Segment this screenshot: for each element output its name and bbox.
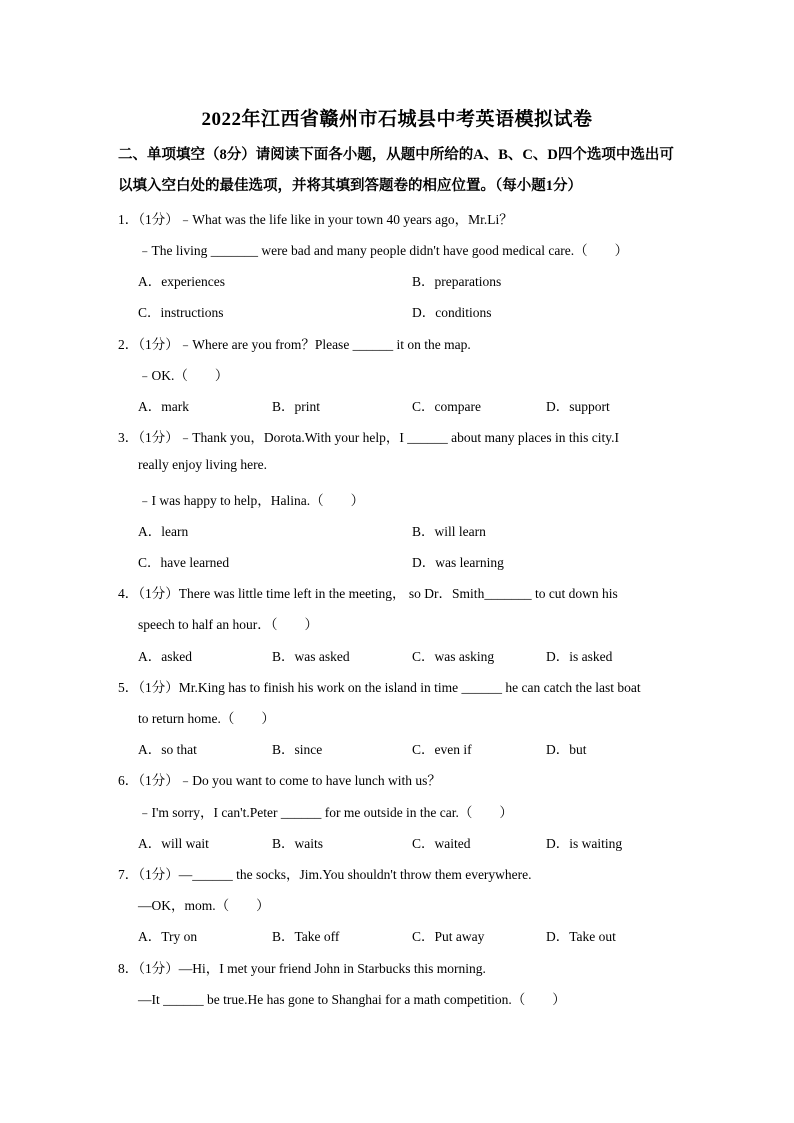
question-1-option-d[interactable]: D．conditions — [412, 305, 492, 320]
question-5-option-a[interactable]: A．so that — [138, 742, 197, 757]
question-8-stem-cont: —It ______ be true.He has gone to Shanghai for a math competition.（ ） — [138, 992, 566, 1007]
question-5-option-b[interactable]: B．since — [272, 742, 323, 757]
question-3-option-b[interactable]: B．will learn — [412, 524, 486, 539]
question-2-stem: 2．（1分）﹣Where are you from？Please ______ it on the map. — [118, 337, 471, 352]
section-heading — [118, 140, 678, 202]
question-3-stem-reply: ﹣I was happy to help，Halina.（ ） — [138, 493, 365, 508]
question-4-option-c[interactable]: C．was asking — [412, 649, 495, 664]
question-3-stem: 3．（1分）﹣Thank you，Dorota.With your help，I ______ about many places in this city.I — [118, 430, 619, 445]
question-6-stem-cont: ﹣I'm sorry，I can't.Peter ______ for me outside in the car.（ ） — [138, 805, 513, 820]
question-7-stem-cont: —OK，mom.（ ） — [138, 898, 270, 913]
question-6-option-d[interactable]: D．is waiting — [546, 836, 623, 851]
question-1-stem: 1．（1分）﹣What was the life like in your town 40 years ago，Mr.Li？ — [118, 212, 513, 227]
question-7-option-c[interactable]: C．Put away — [412, 929, 485, 944]
question-4-option-a[interactable]: A．asked — [138, 649, 192, 664]
question-1-option-b[interactable]: B．preparations — [412, 274, 502, 289]
question-5-option-c[interactable]: C．even if — [412, 742, 472, 757]
page-title: 2022年江西省赣州市石城县中考英语模拟试卷 — [201, 109, 593, 130]
question-4-option-b[interactable]: B．was asked — [272, 649, 350, 664]
question-4-stem: 4．（1分）There was little time left in the meeting， so Dr．Smith_______ to cut down his — [118, 586, 618, 601]
question-4-option-d[interactable]: D．is asked — [546, 649, 613, 664]
question-1-stem-cont: ﹣The living _______ were bad and many people didn't have good medical care.（ ） — [138, 243, 629, 258]
question-3-option-a[interactable]: A．learn — [138, 524, 189, 539]
question-6-option-b[interactable]: B．waits — [272, 836, 324, 851]
question-6-option-a[interactable]: A．will wait — [138, 836, 209, 851]
question-2-stem-cont: ﹣OK.（ ） — [138, 368, 229, 383]
question-5-stem-cont: to return home.（ ） — [138, 711, 275, 726]
question-2-option-d[interactable]: D．support — [546, 399, 610, 414]
question-3-stem-cont: really enjoy living here. — [138, 457, 267, 472]
question-2-option-c[interactable]: C．compare — [412, 399, 481, 414]
question-5-option-d[interactable]: D．but — [546, 742, 587, 757]
question-4-stem-cont: speech to half an hour．（ ） — [138, 617, 318, 632]
question-1-option-c[interactable]: C．instructions — [138, 305, 224, 320]
question-6-option-c[interactable]: C．waited — [412, 836, 471, 851]
question-3-option-c[interactable]: C．have learned — [138, 555, 230, 570]
question-7-option-a[interactable]: A．Try on — [138, 929, 198, 944]
question-8-stem: 8．（1分）—Hi，I met your friend John in Starbucks this morning. — [118, 961, 486, 976]
question-2-option-b[interactable]: B．print — [272, 399, 321, 414]
question-6-stem: 6．（1分）﹣Do you want to come to have lunch with us？ — [118, 773, 441, 788]
question-1-option-a[interactable]: A．experiences — [138, 274, 225, 289]
section-heading-line2: 以填入空白处的最佳选项，并将其填到答题卷的相应位置。（每小题1分） — [118, 178, 582, 194]
question-3-option-d[interactable]: D．was learning — [412, 555, 504, 570]
question-7-stem: 7．（1分）—______ the socks，Jim.You shouldn't throw them everywhere. — [118, 867, 532, 882]
question-7-option-b[interactable]: B．Take off — [272, 929, 340, 944]
question-5-stem: 5．（1分）Mr.King has to finish his work on the island in time ______ he can catch the last boat — [118, 680, 641, 695]
question-7-option-d[interactable]: D．Take out — [546, 929, 616, 944]
question-2-option-a[interactable]: A．mark — [138, 399, 189, 414]
section-heading-line1: 二、单项填空（8分）请阅读下面各小题，从题中所给的A、B、C、D四个选项中选出可 — [118, 147, 674, 163]
